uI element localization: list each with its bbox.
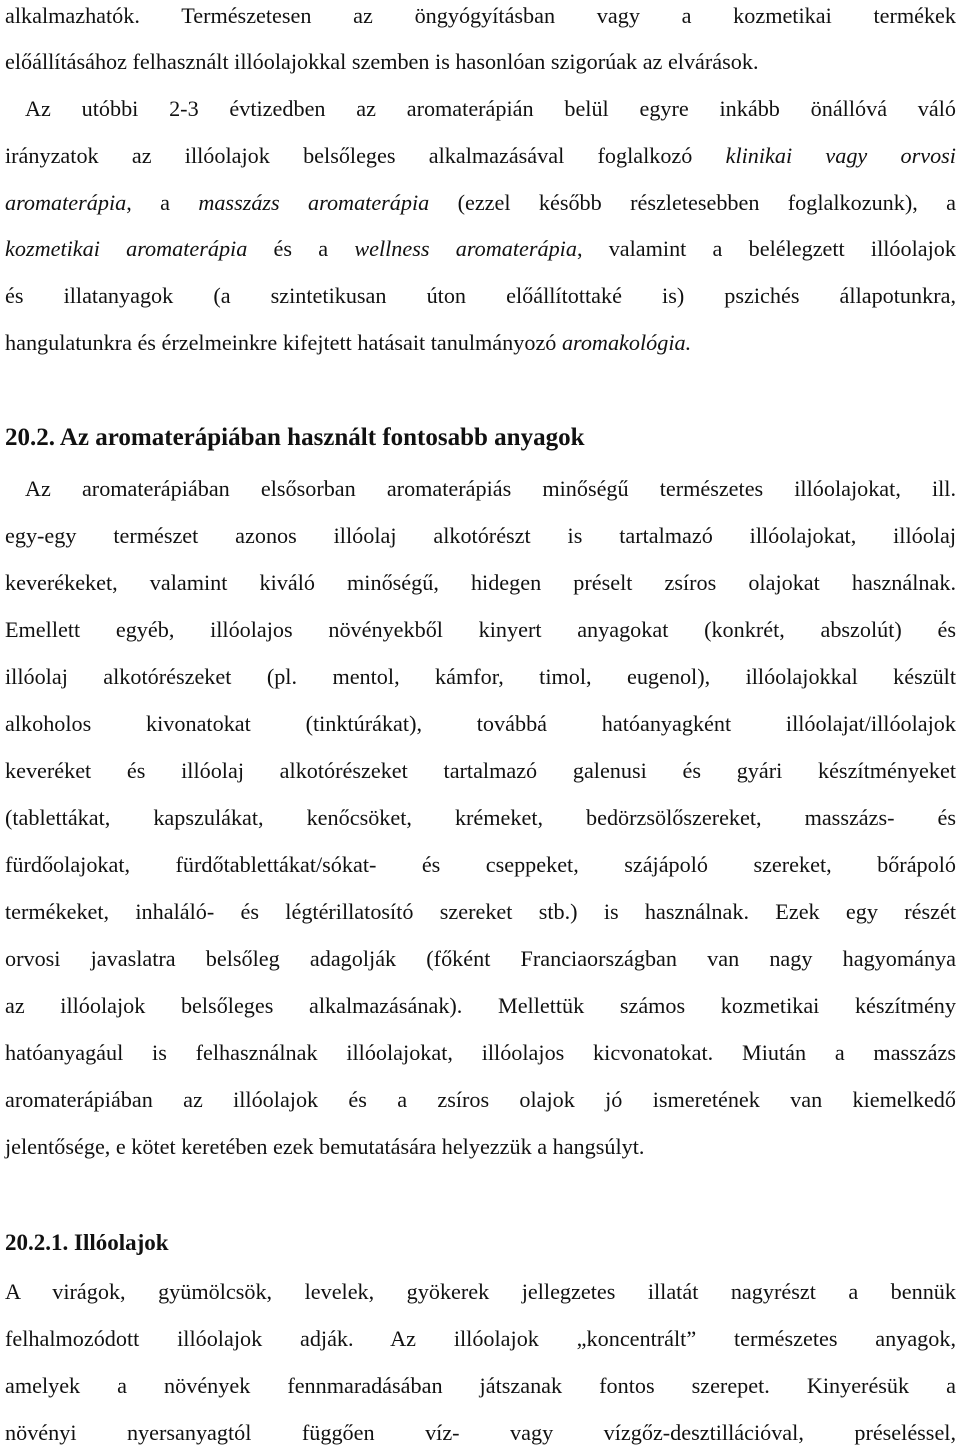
para3-line: fürdőolajokat, fürdőtablettákat/sókat- és cseppeket, szájápoló szereket, bőrápoló <box>5 852 956 877</box>
para3-line: egy-egy természet azonos illóolaj alkotórészt is tartalmazó illóolajokat, illóolaj <box>5 523 956 548</box>
para3-line: Emellett egyéb, illóolajos növényekből kinyert anyagokat (konkrét, abszolút) és <box>5 617 956 642</box>
para2-line5: és illatanyagok (a szintetikusan úton előállítottaké is) pszichés állapotunkra, <box>5 283 956 308</box>
para2-line2-text: irányzatok az illóolajok belsőleges alkalmazásával foglalkozó <box>5 143 726 168</box>
para3-line: illóolaj alkotórészeket (pl. mentol, kámfor, timol, eugenol), illóolajokkal készült <box>5 664 956 689</box>
para4-line: A virágok, gyümölcsök, levelek, gyökerek jellegzetes illatát nagyrészt a bennük <box>5 1279 956 1304</box>
para2-line3-text-b: , a <box>126 190 199 215</box>
para3-line: termékeket, inhaláló- és légtérillatosító szereket stb.) is használnak. Ezek egy részét <box>5 899 956 924</box>
para3-line: orvosi javaslatra belsőleg adagolják (főként Franciaországban van nagy hagyománya <box>5 946 956 971</box>
para3-line: az illóolajok belsőleges alkalmazásának). Mellettük számos kozmetikai készítmény <box>5 993 956 1018</box>
para2-line4-text-b: és a <box>247 236 355 261</box>
para2-line2-italic: klinikai vagy orvosi <box>725 143 956 168</box>
para4-line: növényi nyersanyagtól függően víz- vagy vízgőz-desztillációval, préseléssel, <box>5 1420 956 1445</box>
para3-line: aromaterápiában az illóolajok és a zsíros olajok jó ismeretének van kiemelkedő <box>5 1087 956 1112</box>
para4-line: amelyek a növények fennmaradásában játszanak fontos szerepet. Kinyerésük a <box>5 1373 956 1398</box>
section-heading: 20.2. Az aromaterápiában használt fontosabb anyagok <box>5 424 585 451</box>
para2-line6 <box>5 329 956 357</box>
para2-line3-italic-a: aromaterápia <box>5 190 127 215</box>
para3-line: hatóanyagául is felhasználnak illóolajokat, illóolajos kicvonatokat. Miután a masszázs <box>5 1040 956 1065</box>
subsection-heading: 20.2.1. Illóolajok <box>5 1230 169 1255</box>
para2-line1: Az utóbbi 2-3 évtizedben az aromaterápián belül egyre inkább önállóvá váló <box>25 96 956 121</box>
para1-line1: alkalmazhatók. Természetesen az öngyógyításban vagy a kozmetikai termékek <box>5 3 956 28</box>
para2-line3 <box>5 189 956 217</box>
para4-line: felhalmozódott illóolajok adják. Az illóolajok „koncentrált” természetes anyagok, <box>5 1326 956 1351</box>
para3-line: keveréket és illóolaj alkotórészeket tartalmazó galenusi és gyári készítményeket <box>5 758 956 783</box>
para1-line2: előállításához felhasznált illóolajokkal szemben is hasonlóan szigorúak az elvárások. <box>5 49 759 74</box>
para2-line4-italic-c: wellness aromaterápia <box>354 236 577 261</box>
para2-line4-italic-a: kozmetikai aromaterápia <box>5 236 248 261</box>
para3-line: keverékeket, valamint kiváló minőségű, hidegen préselt zsíros olajokat használnak. <box>5 570 956 595</box>
para2-line6-text: hangulatunkra és érzelmeinkre kifejtett hatásait tanulmányozó <box>5 330 562 355</box>
para2-line3-text-d: (ezzel később részletesebben foglalkozunk), a <box>429 190 956 215</box>
para3-line: alkoholos kivonatokat (tinktúrákat), továbbá hatóanyagként illóolajat/illóolajok <box>5 711 956 736</box>
para2-line2 <box>5 142 956 170</box>
para2-line4 <box>5 235 956 263</box>
para2-line6-italic: aromakológia. <box>561 330 692 355</box>
para3-line: jelentősége, e kötet keretében ezek bemutatására helyezzük a hangsúlyt. <box>5 1134 645 1159</box>
para3-line: Az aromaterápiában elsősorban aromaterápiás minőségű természetes illóolajokat, ill. <box>25 476 956 501</box>
para2-line3-italic-c: masszázs aromaterápia <box>198 190 430 215</box>
para2-line4-text-d: , valamint a belélegzett illóolajok <box>576 236 956 261</box>
para3-line: (tablettákat, kapszulákat, kenőcsöket, krémeket, bedörzsölőszereket, masszázs- és <box>5 805 956 830</box>
